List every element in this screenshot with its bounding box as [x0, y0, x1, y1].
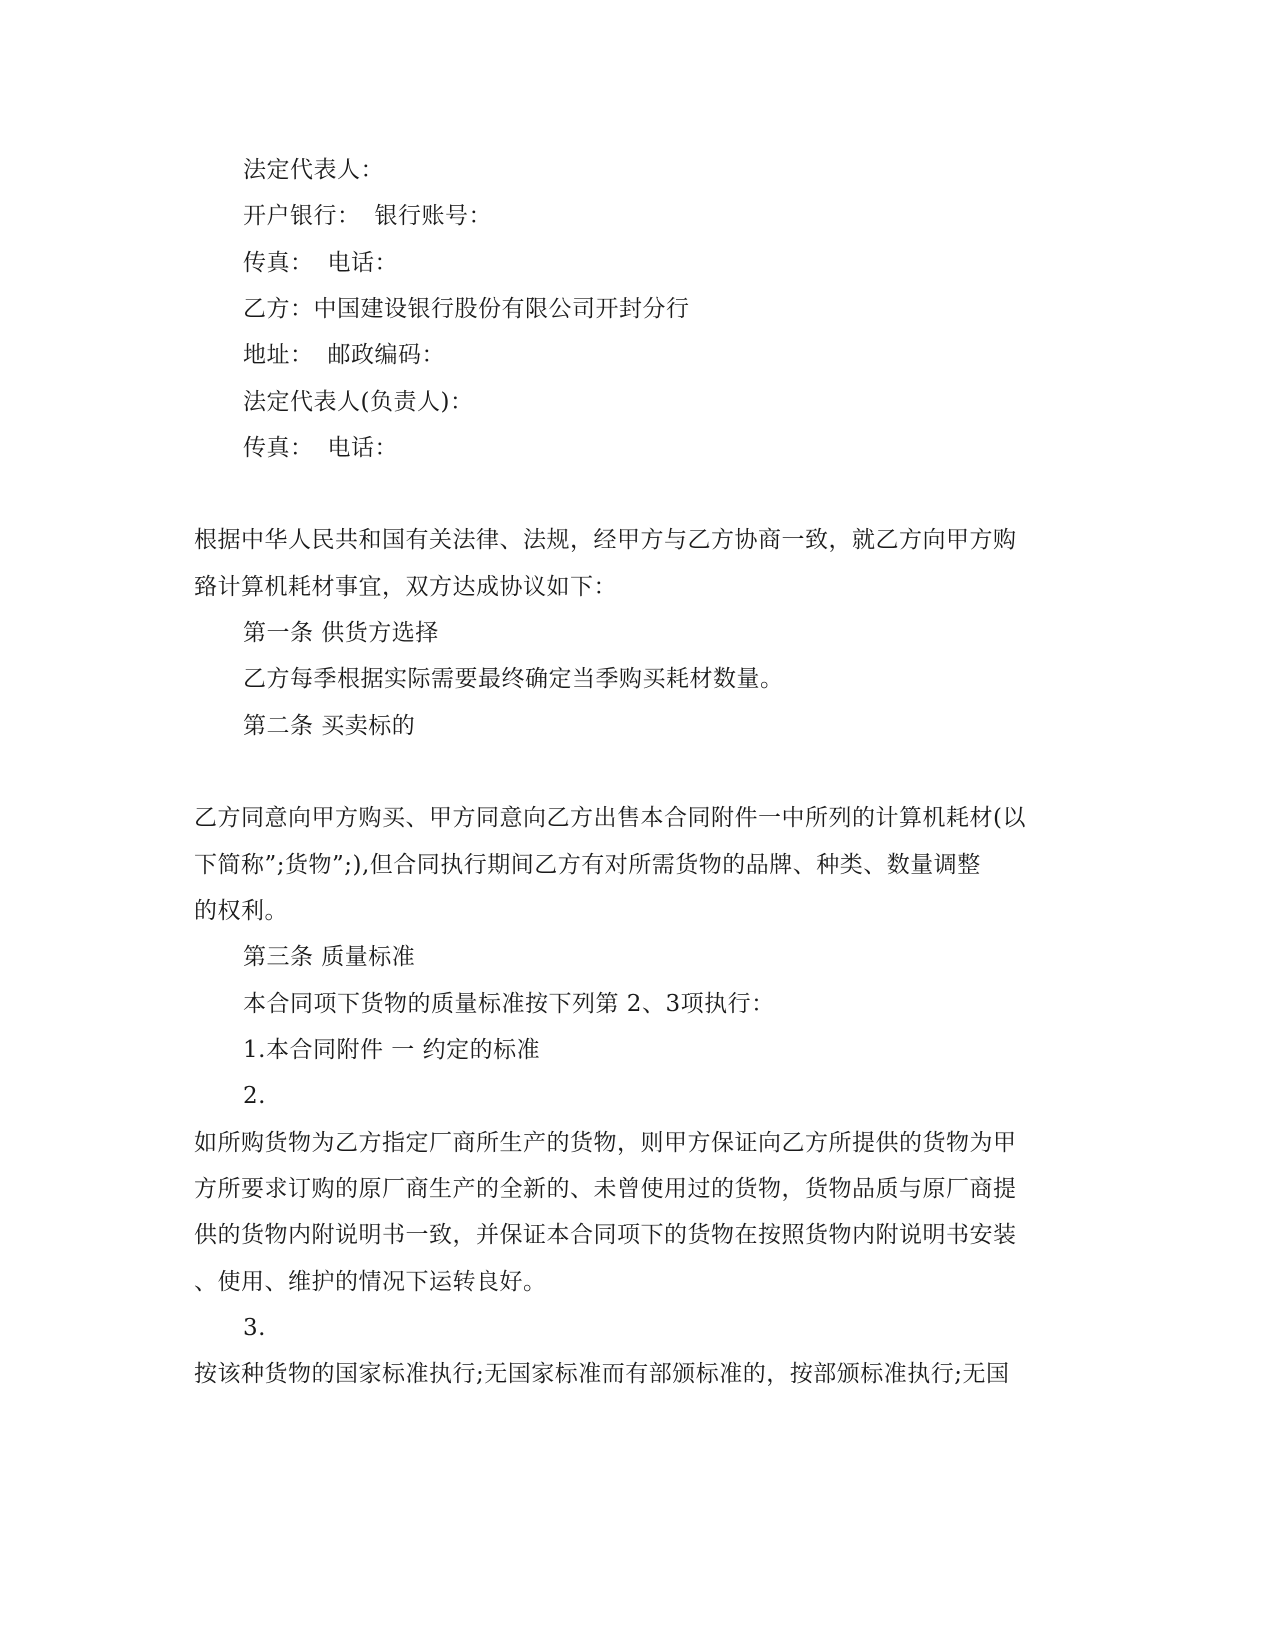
preamble-line-1: 根据中华人民共和国有关法律、法规，经甲方与乙方协商一致，就乙方向甲方购 — [194, 527, 1017, 553]
fax-label: 传真： — [243, 435, 314, 461]
party-b-legal-rep: 法定代表人(负责人)： — [243, 389, 474, 415]
article-2-line-2: 下简称”;货物”;),但合同执行期间乙方有对所需货物的品牌、种类、数量调整 — [194, 852, 981, 878]
article-2-line-3: 的权利。 — [194, 898, 288, 924]
article-3-heading: 第三条 质量标准 — [243, 944, 416, 970]
phone-label: 电话： — [327, 435, 398, 461]
preamble-line-2: 臵计算机耗材事宜，双方达成协议如下： — [194, 574, 617, 600]
article-3-item-2-number: 2. — [243, 1083, 266, 1109]
account-label: 银行账号： — [374, 203, 492, 229]
article-3-intro: 本合同项下货物的质量标准按下列第 2、3项执行： — [243, 991, 775, 1017]
address-label: 地址： — [243, 342, 314, 368]
party-a-contact-line — [243, 247, 398, 279]
article-1-body: 乙方每季根据实际需要最终确定当季购买耗材数量。 — [243, 666, 784, 692]
fax-label: 传真： — [243, 250, 314, 276]
article-3-item-2-line-2: 方所要求订购的原厂商生产的全新的、未曾使用过的货物，货物品质与原厂商提 — [194, 1176, 1017, 1202]
party-a-bank-line — [243, 200, 492, 232]
article-3-item-2-line-4: 、使用、维护的情况下运转良好。 — [194, 1269, 547, 1295]
article-2-line-1: 乙方同意向甲方购买、甲方同意向乙方出售本合同附件一中所列的计算机耗材(以 — [194, 805, 1026, 831]
article-1-heading: 第一条 供货方选择 — [243, 620, 439, 646]
party-b-name: 乙方：中国建设银行股份有限公司开封分行 — [243, 296, 690, 322]
party-b-contact-line — [243, 432, 398, 464]
bank-label: 开户银行： — [243, 203, 361, 229]
postcode-label: 邮政编码： — [327, 342, 445, 368]
party-b-address-line — [243, 339, 445, 371]
article-3-item-1: 1.本合同附件 一 约定的标准 — [243, 1037, 541, 1063]
article-2-heading: 第二条 买卖标的 — [243, 713, 416, 739]
article-3-item-3-number: 3. — [243, 1315, 266, 1341]
article-3-item-2-line-1: 如所购货物为乙方指定厂商所生产的货物，则甲方保证向乙方所提供的货物为甲 — [194, 1130, 1017, 1156]
party-a-legal-rep: 法定代表人： — [243, 157, 384, 183]
phone-label: 电话： — [327, 250, 398, 276]
article-3-item-2-line-3: 供的货物内附说明书一致，并保证本合同项下的货物在按照货物内附说明书安装 — [194, 1222, 1017, 1248]
article-3-item-3-line-1: 按该种货物的国家标准执行;无国家标准而有部颁标准的，按部颁标准执行;无国 — [194, 1361, 1010, 1387]
